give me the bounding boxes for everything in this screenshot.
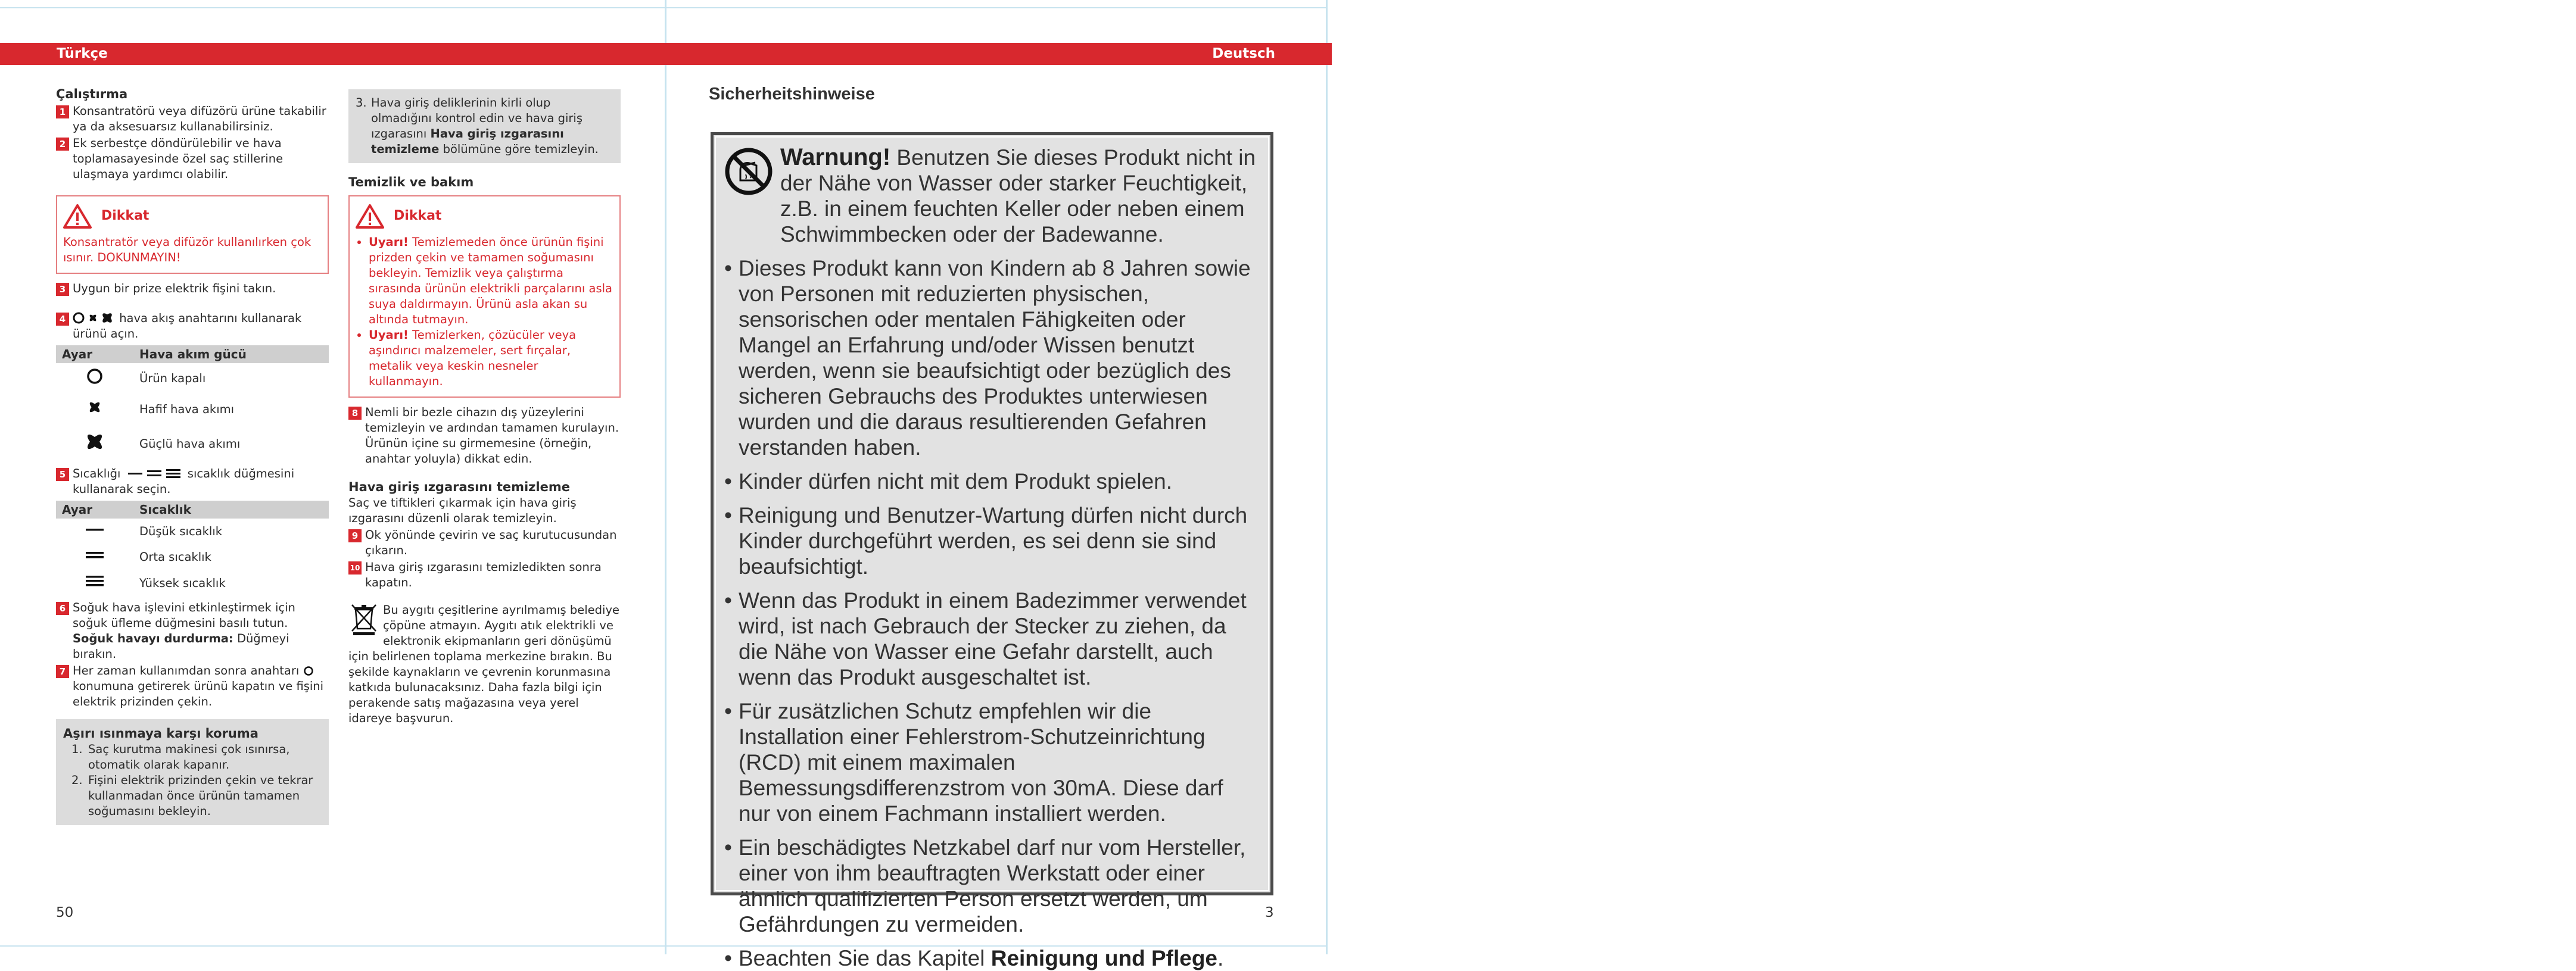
page-guide-line xyxy=(0,7,1327,8)
numbered-list xyxy=(63,742,322,819)
left-column-1 xyxy=(56,86,329,831)
overheat-protection-box xyxy=(56,719,329,825)
step-9 xyxy=(348,527,621,558)
page-number: 3 xyxy=(1265,905,1274,920)
step-number: 8 xyxy=(348,407,362,420)
table-cell-icon xyxy=(56,570,133,597)
table-cell: Orta sıcaklık xyxy=(139,549,211,564)
page-guide-line xyxy=(1326,0,1328,954)
left-column-2 xyxy=(348,89,621,726)
text: bölümüne göre temizleyin. xyxy=(443,142,599,156)
table-cell-icon xyxy=(56,394,133,425)
safety-warning-box xyxy=(711,132,1273,970)
step-5 xyxy=(56,466,329,497)
caution-header xyxy=(63,204,322,229)
fan-high-icon xyxy=(83,430,107,454)
list-item-text: Temizlemeden önce ürünün fişini prizden çekin ve tamamen soğumasını bekleyin. Temizlik veya çalıştırma sırasında ürünün elektrikli parçalarını asla suya daldırmayın. Ürünü asla akan su altında tutmayın. xyxy=(369,235,612,326)
step-text: Her zaman kullanımdan sonra anahtarı xyxy=(73,664,300,677)
temperature-table xyxy=(56,501,329,597)
table-header-row xyxy=(56,345,329,363)
step-2 xyxy=(56,136,329,182)
bullet-item: • Reinigung und Benutzer-Wartung dürfen nicht durch Kinder durchgeführt werden, es sei denn sie sind beaufsichtigt. xyxy=(724,502,1260,579)
section-heading: Hava giriş ızgarasını temizleme xyxy=(348,480,570,494)
table-row xyxy=(56,519,329,544)
temp-medium-icon xyxy=(85,549,105,561)
step-text: Uygun bir prize elektrik fişini takın. xyxy=(73,282,276,295)
bullet-text-bold: Reinigung und Pflege xyxy=(990,946,1217,970)
page-number: 50 xyxy=(56,905,74,920)
temp-low-icon xyxy=(85,523,105,535)
table-cell: Düşük sıcaklık xyxy=(139,524,223,538)
list-item-text: Temizlerken, çözücüler veya aşındırıcı malzemeler, sert fırçalar, metalik veya keskin nesneler kullanmayın. xyxy=(369,328,577,388)
bullet-item: • Beachten Sie das Kapitel Reinigung und Pflege. xyxy=(724,946,1224,970)
temp-high-icon xyxy=(85,575,105,588)
bullet-text: Reinigung und Benutzer-Wartung dürfen nicht durch Kinder durchgeführt werden, es sei denn sie sind beaufsichtigt. xyxy=(739,503,1248,579)
step-text: konumuna getirerek ürünü kapatın ve fişini elektrik prizinden çekin. xyxy=(73,679,324,708)
caution-title: Dikkat xyxy=(101,208,149,223)
list-item-text: Saç kurutma makinesi çok ısınırsa, otomatik olarak kapanır. xyxy=(88,742,290,772)
step-text-wrap xyxy=(73,311,329,342)
table-cell: Ürün kapalı xyxy=(139,371,206,385)
off-circle-icon xyxy=(303,666,314,676)
step-number: 7 xyxy=(56,665,69,678)
page-guide-line xyxy=(665,0,666,954)
weee-text: Bu aygıtı çeşitlerine ayrılmamış belediye çöpüne atmayın. Aygıtı atık elektrikli ve elektronik ekipmanların geri dönüşümü için belirlenen toplama merkezine bırakın. Bu şekilde kaynakların ve çevrenin korunmasına katkıda bulunacaksınız. Daha fazla bilgi için perakende satış mağazasına veya yerel idareye başvurun. xyxy=(348,603,620,725)
table-cell: Yüksek sıcaklık xyxy=(139,576,226,590)
text-bold: Uyarı! xyxy=(369,235,409,249)
off-circle-icon xyxy=(86,368,103,385)
caution-header xyxy=(356,204,613,229)
step-4 xyxy=(56,311,329,342)
text: Hava giriş deliklerinin kirli olup olmadığını kontrol edin ve hava giriş ızgarasını xyxy=(371,96,583,141)
step-text: Düğmeyi bırakın. xyxy=(73,632,289,661)
table-cell-icon xyxy=(56,544,133,570)
list-item-text: Fişini elektrik prizinden çekin ve tekrar kullanmadan önce ürünün tamamen soğumasını bekleyin. xyxy=(88,773,313,818)
list-item: 2. Fişini elektrik prizinden çekin ve tekrar kullanmadan önce ürünün tamamen soğumasını bekleyin. xyxy=(71,773,322,819)
bullet-text: Wenn das Produkt in einem Badezimmer verwendet wird, ist nach Gebrauch der Stecker zu ziehen, da die Nähe von Wasser eine Gefahr darstellt, auch wenn das Produkt ausgeschaltet ist. xyxy=(739,588,1247,689)
language-header-left xyxy=(0,43,665,65)
step-number: 4 xyxy=(56,313,69,326)
box-title: Aşırı ısınmaya karşı koruma xyxy=(63,726,258,741)
table-cell-icon xyxy=(56,425,133,463)
crossed-bin-icon xyxy=(348,602,379,636)
step-6 xyxy=(56,600,329,662)
warning-text-block xyxy=(780,145,1260,247)
section-title: Sicherheitshinweise xyxy=(709,85,875,104)
list-item xyxy=(369,327,613,389)
language-header-right xyxy=(665,43,1332,65)
table-row xyxy=(56,394,329,425)
warning-triangle-icon xyxy=(356,204,384,229)
caution-text: Konsantratör veya difüzör kullanılırken çok ısınır. DOKUNMAYIN! xyxy=(63,235,312,264)
step-number: 10 xyxy=(348,561,362,575)
bullet-item: • Ein beschädigtes Netzkabel darf nur vom Hersteller, einer von ihm beauftragten Werkstatt oder einer ähnlich qualifizierten Person ersetzt werden, um Gefährdungen zu vermeiden. xyxy=(724,835,1260,937)
bullet-text: Kinder dürfen nicht mit dem Produkt spielen. xyxy=(739,469,1173,494)
table-header-row xyxy=(56,501,329,519)
airflow-symbols-icon xyxy=(73,311,116,324)
list-item: 3. Hava giriş deliklerinin kirli olup olmadığını kontrol edin ve hava giriş ızgarasını Hava giriş ızgarasını temizleme bölümüne göre temizleyin. xyxy=(356,95,613,157)
list-item: 1. Saç kurutma makinesi çok ısınırsa, otomatik olarak kapanır. xyxy=(71,742,322,773)
table-row xyxy=(56,570,329,597)
grey-note-box xyxy=(348,89,621,163)
step-text: sıcaklık düğmesini kullanarak seçin. xyxy=(73,467,295,496)
table-row xyxy=(56,544,329,570)
step-text: hava akış anahtarını kullanarak ürünü açın. xyxy=(73,311,302,341)
warning-list xyxy=(356,235,613,389)
step-number: 5 xyxy=(56,468,69,481)
step-text: Hava giriş ızgarasını temizledikten sonra kapatın. xyxy=(365,560,602,589)
table-header: Sıcaklık xyxy=(133,501,329,519)
step-number: 9 xyxy=(348,529,362,542)
header-language: Türkçe xyxy=(57,46,108,61)
bullet-item: • Wenn das Produkt in einem Badezimmer verwendet wird, ist nach Gebrauch der Stecker zu ziehen, da die Nähe von Wasser eine Gefahr darstellt, auch wenn das Produkt ausgeschaltet ist. xyxy=(724,588,1260,690)
warning-paragraph xyxy=(724,145,1260,247)
step-number: 2 xyxy=(56,138,69,151)
bullet-text: Dieses Produkt kann von Kindern ab 8 Jahren sowie von Personen mit reduzierten physischen, sensorischen oder mentalen Fähigkeiten oder Mangel an Erfahrung und/oder Wissen benutzt werden, wenn sie beaufsichtigt oder bezüglich des sicheren Gebrauchs des Produktes unterwiesen wurden und die daraus resultierenden Gefahren verstanden haben. xyxy=(739,256,1251,460)
step-text-wrap xyxy=(73,466,329,497)
caution-box xyxy=(56,195,329,274)
section-heading: Temizlik ve bakım xyxy=(348,175,474,189)
step-text-wrap xyxy=(73,663,329,710)
step-number: 6 xyxy=(56,602,69,615)
step-3 xyxy=(56,281,329,296)
table-cell: Güçlü hava akımı xyxy=(139,436,241,451)
step-text: Nemli bir bezle cihazın dış yüzeylerini temizleyin ve ardından tamamen kurulayın. Ürünün içine su girmemesine (örneğin, anahtar yoluyla) dikkat edin. xyxy=(365,405,619,466)
caution-box xyxy=(348,195,621,398)
step-text: Konsantratörü veya difüzörü ürüne takabilir ya da aksesuarsız kullanabilirsiniz. xyxy=(73,104,326,133)
step-text: Ok yönünde çevirin ve saç kurutucusundan çıkarın. xyxy=(365,528,617,557)
table-header: Ayar xyxy=(56,345,133,363)
airflow-table xyxy=(56,345,329,463)
bullet-item: • Für zusätzlichen Schutz empfehlen wir die Installation einer Fehlerstrom-Schutzeinrichtung (RCD) mit einem maximalen Bemessungsdifferenzstrom von 30mA. Diese darf nur von einem Fachmann installiert werden. xyxy=(724,698,1260,826)
bullet-text: . xyxy=(1217,946,1224,970)
section-heading: Çalıştırma xyxy=(56,87,128,101)
temperature-bars-icon xyxy=(124,467,184,479)
table-cell: Hafif hava akımı xyxy=(139,402,235,416)
table-header: Ayar xyxy=(56,501,133,519)
warning-text: Benutzen Sie dieses Produkt nicht in der Nähe von Wasser oder starker Feuchtigkeit, z.B. in einem feuchten Keller oder neben einem Schwimmbecken oder der Badewanne. xyxy=(780,145,1256,246)
step-text-bold: Soğuk havayı durdurma: xyxy=(73,632,233,645)
table-row xyxy=(56,363,329,394)
step-7 xyxy=(56,663,329,710)
list-item xyxy=(369,235,613,327)
list-item-text xyxy=(371,95,613,157)
caution-title: Dikkat xyxy=(394,208,442,223)
bullet-text: Für zusätzlichen Schutz empfehlen wir die Installation einer Fehlerstrom-Schutzeinrichtung (RCD) mit einem maximalen Bemessungsdifferenzstrom von 30mA. Diese darf nur von einem Fachmann installiert werden. xyxy=(739,699,1223,826)
bullet-text-wrap xyxy=(739,945,1223,971)
fan-low-icon xyxy=(86,398,104,416)
step-text: Sıcaklığı xyxy=(73,467,121,480)
bullet-text: Ein beschädigtes Netzkabel darf nur vom Hersteller, einer von ihm beauftragten Werkstatt oder einer ähnlich qualifizierten Person ersetzt werden, um Gefährdungen zu vermeiden. xyxy=(739,835,1246,936)
step-text: Ek serbestçe döndürülebilir ve hava toplamasayesinde özel saç stillerine ulaşmaya yardımcı olabilir. xyxy=(73,136,284,181)
step-8 xyxy=(348,405,621,467)
step-text-wrap xyxy=(73,600,329,662)
text-bold: Hava giriş ızgarasını temizleme xyxy=(371,127,564,156)
paragraph: Saç ve tiftikleri çıkarmak için hava giriş ızgarasını düzenli olarak temizleyin. xyxy=(348,496,577,525)
bullet-item: • Dieses Produkt kann von Kindern ab 8 Jahren sowie von Personen mit reduzierten physischen, sensorischen oder mentalen Fähigkeiten oder Mangel an Erfahrung und/oder Wissen benutzt werden, wenn sie beaufsichtigt oder bezüglich des sicheren Gebrauchs des Produktes unterwiesen wurden und die daraus resultierenden Gefahren verstanden haben. xyxy=(724,255,1260,460)
bullet-text: Beachten Sie das Kapitel xyxy=(739,946,985,970)
no-water-icon xyxy=(724,147,773,196)
step-number: 1 xyxy=(56,105,69,118)
warning-label: Warnung! xyxy=(780,144,891,170)
step-1 xyxy=(56,104,329,135)
table-header: Hava akım gücü xyxy=(133,345,329,363)
table-cell-icon xyxy=(56,363,133,394)
warning-triangle-icon xyxy=(63,204,92,229)
text-bold: Uyarı! xyxy=(369,328,409,342)
bullet-item: • Kinder dürfen nicht mit dem Produkt spielen. xyxy=(724,469,1173,494)
table-cell-icon xyxy=(56,519,133,544)
table-row xyxy=(56,425,329,463)
step-text: Soğuk hava işlevini etkinleştirmek için soğuk üfleme düğmesini basılı tutun. xyxy=(73,601,295,630)
step-10 xyxy=(348,560,621,591)
weee-notice xyxy=(348,602,621,726)
step-number: 3 xyxy=(56,283,69,296)
header-language: Deutsch xyxy=(1212,46,1275,61)
